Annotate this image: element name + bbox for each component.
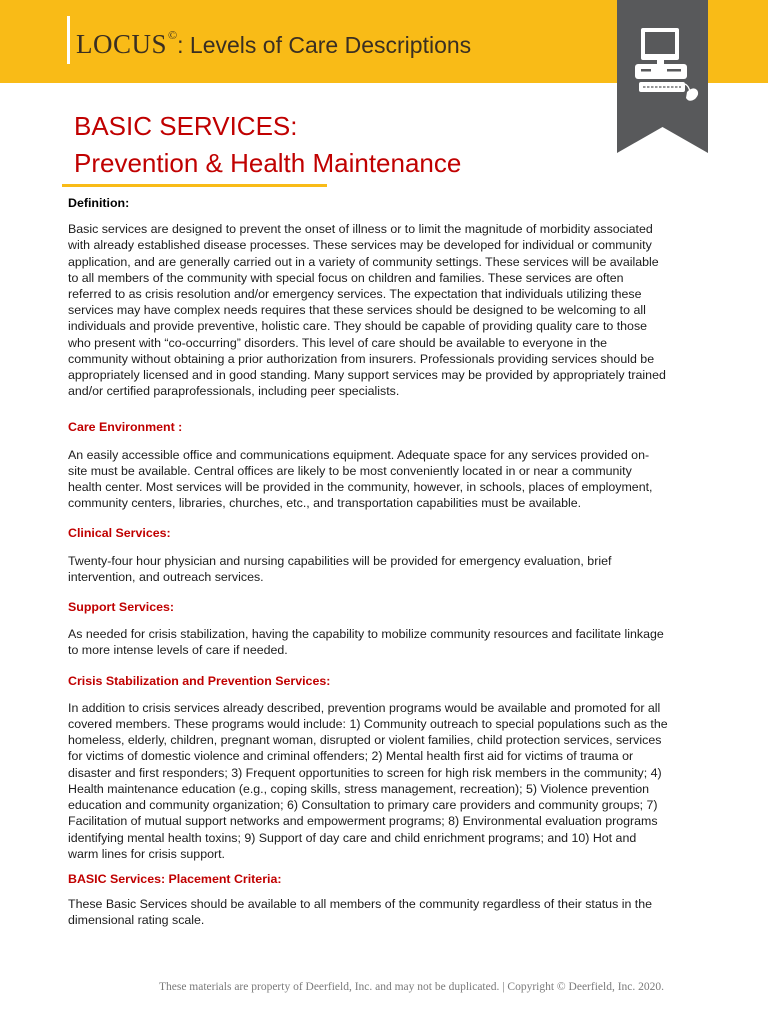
care-environment-heading: Care Environment :	[68, 420, 183, 435]
header-divider	[67, 16, 70, 64]
crisis-stabilization-heading: Crisis Stabilization and Prevention Services:	[68, 673, 331, 688]
placement-criteria-heading: BASIC Services: Placement Criteria:	[68, 871, 282, 886]
care-environment-text: An easily accessible office and communications equipment. Adequate space for any services provided on-site must be available. Central offices are likely to be most conveniently located in or near a community health center. Most services will be provided in the community, however, in schools, places of employment, community centers, libraries, churches, etc., and transportation capabilities must be available.	[68, 447, 653, 511]
copyright-mark: ©	[168, 28, 178, 42]
header-title	[76, 28, 471, 60]
title-underline	[62, 184, 327, 187]
support-services-text: As needed for crisis stabilization, having the capability to mobilize community resources and facilitate linkage to more intense levels of care if needed.	[68, 627, 664, 658]
placement-criteria-text: These Basic Services should be available to all members of the community regardless of their status in the dimensional rating scale.	[68, 897, 653, 928]
support-services-heading: Support Services:	[68, 600, 175, 615]
footer-copyright: These materials are property of Deerfield, Inc. and may not be duplicated. | Copyright © Deerfield, Inc. 2020.	[158, 981, 665, 993]
header-subtitle: : Levels of Care Descriptions	[177, 32, 472, 58]
clinical-services-text: Twenty-four hour physician and nursing capabilities will be provided for emergency evaluation, brief intervention, and outreach services.	[68, 553, 612, 584]
definition-heading: Definition:	[68, 196, 130, 210]
title-line-2: Prevention & Health Maintenance	[74, 148, 462, 178]
crisis-stabilization-text: In addition to crisis services already described, prevention programs would be available and promoted for all covered members. These programs would include: 1) Community outreach to special populations such as the homeless, elderly, children, pregnant woman, disrupted or violent families, child protection services, services for victims of domestic violence and criminal offenders; 2) Mental health first aid for victims of trauma or disaster and first responders; 3) Frequent opportunities to screen for high risk members in the community; 4) Health maintenance education (e.g., coping skills, stress management, recreation); 5) Violence prevention education and community organization; 6) Consultation to primary care providers and community groups; 7) Facilitation of mutual support networks and empowerment programs; 8) Environmental evaluation programs identifying mental health toxins; 9) Support of day care and child enrichment programs; and 10) Hot and warm lines for crisis support.	[68, 700, 668, 861]
document-body	[68, 195, 668, 929]
page-title	[74, 108, 461, 182]
clinical-services-heading: Clinical Services:	[68, 526, 171, 541]
title-line-1: BASIC SERVICES:	[74, 111, 298, 141]
computer-icon	[617, 0, 708, 153]
definition-text: Basic services are designed to prevent the onset of illness or to limit the magnitude of morbidity associated with already established disease processes. These services may be developed for individual or community application, and are generally carried out in a variety of community settings. These services will be available to all members of the community with special focus on children and families. These services are often referred to as crisis resolution and/or emergency services. The expectation that individuals utilizing these services may have complex needs requires that these services should be designed to be welcoming to all individuals and provide preventive, holistic care. They should be capable of providing quality care to those who present with “co-occurring” disorders. This level of care should be available to everyone in the community without obtaining a prior authorization from insurers. Professionals providing services should be appropriately licensed and in good standing. Many support services may be provided by appropriately trained and/or certified paraprofessionals, including peer specialists.	[68, 222, 666, 399]
brand-name: LOCUS	[76, 29, 168, 59]
